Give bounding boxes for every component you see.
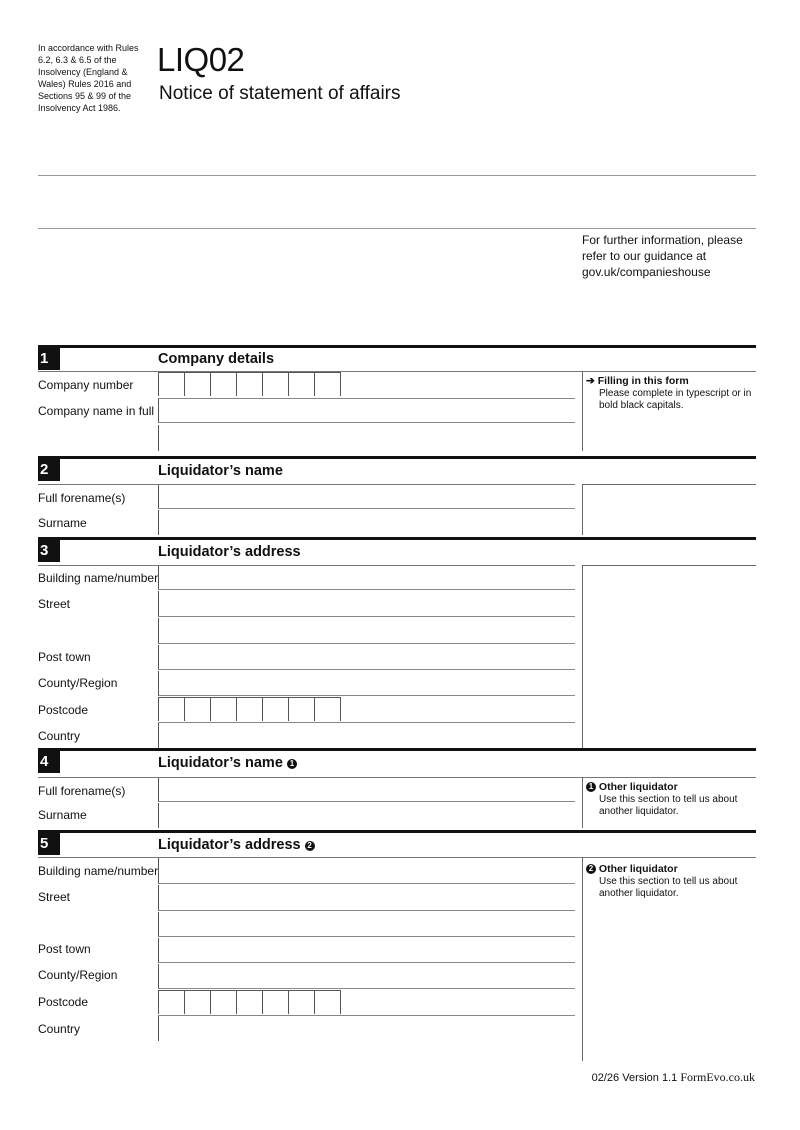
section-1-number: 1 <box>38 348 60 370</box>
note-marker-icon: 2 <box>586 864 596 874</box>
country-field[interactable] <box>158 723 575 748</box>
postcode-cell[interactable] <box>210 990 236 1014</box>
company-name-label: Company name in full <box>38 404 155 418</box>
note-other-1-body: Use this section to tell us about another liquidator. <box>599 794 738 817</box>
street-label: Street <box>38 890 71 904</box>
forename-label: Full forename(s) <box>38 491 126 505</box>
street-field-line-2[interactable] <box>158 912 575 937</box>
postcode-cell[interactable] <box>288 697 314 721</box>
postcode-cell[interactable] <box>158 697 184 721</box>
country-label: Country <box>38 729 81 743</box>
country-label: Country <box>38 1022 81 1036</box>
note-other-2-heading-text: Other liquidator <box>598 863 678 875</box>
note-marker-icon: 2 <box>305 841 315 851</box>
forename-field[interactable] <box>158 485 575 509</box>
surname-label: Surname <box>38 808 87 822</box>
company-number-label: Company number <box>38 378 134 392</box>
note-other-2-heading <box>586 863 756 876</box>
section-4-title <box>158 754 297 772</box>
surname-field[interactable] <box>158 510 575 535</box>
forename-field[interactable] <box>158 778 575 802</box>
note-marker-icon: 1 <box>287 759 297 769</box>
note-filling-body: Please complete in typescript or in bold black capitals. <box>599 388 752 411</box>
postcode-label: Postcode <box>38 703 89 717</box>
company-number-cell[interactable] <box>236 372 262 396</box>
country-field[interactable] <box>158 1016 575 1041</box>
section-1-bar <box>38 345 756 348</box>
section-4-number: 4 <box>38 751 60 773</box>
county-label: County/Region <box>38 676 118 690</box>
postcode-cell[interactable] <box>340 990 341 1014</box>
note-filling <box>582 371 756 451</box>
section-1-title: Company details <box>158 351 275 367</box>
building-label: Building name/number <box>38 864 159 878</box>
divider <box>38 175 756 176</box>
company-number-cell[interactable] <box>340 372 341 396</box>
postcode-field[interactable] <box>158 990 341 1014</box>
section-4-title-text: Liquidator’s name <box>158 755 283 771</box>
note-filling-heading <box>586 375 756 388</box>
postcode-field[interactable] <box>158 697 341 721</box>
note-other-1-heading <box>586 781 756 794</box>
company-name-field[interactable] <box>158 399 575 423</box>
postcode-cell[interactable] <box>288 990 314 1014</box>
company-number-cell[interactable] <box>158 372 184 396</box>
note-filling-heading-text: Filling in this form <box>597 375 689 387</box>
street-field[interactable] <box>158 591 575 617</box>
postcode-cell[interactable] <box>340 697 341 721</box>
section-5-title <box>158 836 315 854</box>
postcode-cell[interactable] <box>262 990 288 1014</box>
building-field[interactable] <box>158 566 575 590</box>
form-code: LIQ02 <box>157 41 245 78</box>
postcode-cell[interactable] <box>210 697 236 721</box>
street-field-line-2[interactable] <box>158 618 575 644</box>
footer <box>592 1070 755 1085</box>
county-field[interactable] <box>158 964 575 989</box>
section-5-number: 5 <box>38 833 60 855</box>
postcode-cell[interactable] <box>184 990 210 1014</box>
postcode-label: Postcode <box>38 995 89 1009</box>
company-number-field[interactable] <box>158 372 341 396</box>
company-number-cell[interactable] <box>184 372 210 396</box>
surname-field[interactable] <box>158 803 575 828</box>
county-label: County/Region <box>38 968 118 982</box>
building-field[interactable] <box>158 858 575 884</box>
divider <box>38 228 756 229</box>
post-town-label: Post town <box>38 650 91 664</box>
arrow-icon: ➔ <box>586 375 595 387</box>
county-field[interactable] <box>158 671 575 696</box>
further-info: For further information, please refer to our guidance at gov.uk/companieshouse <box>582 233 743 279</box>
company-name-field-line-2[interactable] <box>158 425 575 451</box>
forename-label: Full forename(s) <box>38 784 126 798</box>
building-label: Building name/number <box>38 571 159 585</box>
postcode-cell[interactable] <box>184 697 210 721</box>
section-3-number: 3 <box>38 540 60 562</box>
footer-version: 02/26 Version 1.1 <box>591 1072 678 1084</box>
street-field[interactable] <box>158 885 575 911</box>
post-town-field[interactable] <box>158 938 575 963</box>
note-other-1-heading-text: Other liquidator <box>598 781 678 793</box>
section-5-title-text: Liquidator’s address <box>158 837 301 853</box>
side-panel <box>582 484 756 535</box>
postcode-cell[interactable] <box>236 697 262 721</box>
form-title: Notice of statement of affairs <box>159 83 401 104</box>
section-3-title: Liquidator’s address <box>158 544 301 560</box>
company-number-cell[interactable] <box>262 372 288 396</box>
side-panel <box>582 565 756 748</box>
legislation-reference: In accordance with Rules 6.2, 6.3 & 6.5 of the Insolvency (England & Wales) Rules 2016 and Sections 95 & 99 of the Insolvency Act 1986. <box>38 43 139 113</box>
postcode-cell[interactable] <box>236 990 262 1014</box>
street-label: Street <box>38 597 71 611</box>
note-other-liquidator-1 <box>582 777 756 828</box>
note-marker-icon: 1 <box>586 782 596 792</box>
section-2-number: 2 <box>38 459 60 481</box>
section-4-bar <box>38 748 756 751</box>
post-town-field[interactable] <box>158 645 575 670</box>
note-other-liquidator-2 <box>582 857 756 1061</box>
postcode-cell[interactable] <box>314 990 340 1014</box>
section-3-bar <box>38 537 756 540</box>
company-number-cell[interactable] <box>210 372 236 396</box>
postcode-cell[interactable] <box>262 697 288 721</box>
company-number-cell[interactable] <box>314 372 340 396</box>
company-number-cell[interactable] <box>288 372 314 396</box>
section-5-bar <box>38 830 756 833</box>
surname-label: Surname <box>38 516 87 530</box>
postcode-cell[interactable] <box>158 990 184 1014</box>
section-2-bar <box>38 456 756 459</box>
post-town-label: Post town <box>38 942 91 956</box>
postcode-cell[interactable] <box>314 697 340 721</box>
note-other-2-body: Use this section to tell us about another liquidator. <box>599 876 738 899</box>
footer-brand: FormEvo.co.uk <box>680 1070 755 1084</box>
section-2-title: Liquidator’s name <box>158 463 283 479</box>
